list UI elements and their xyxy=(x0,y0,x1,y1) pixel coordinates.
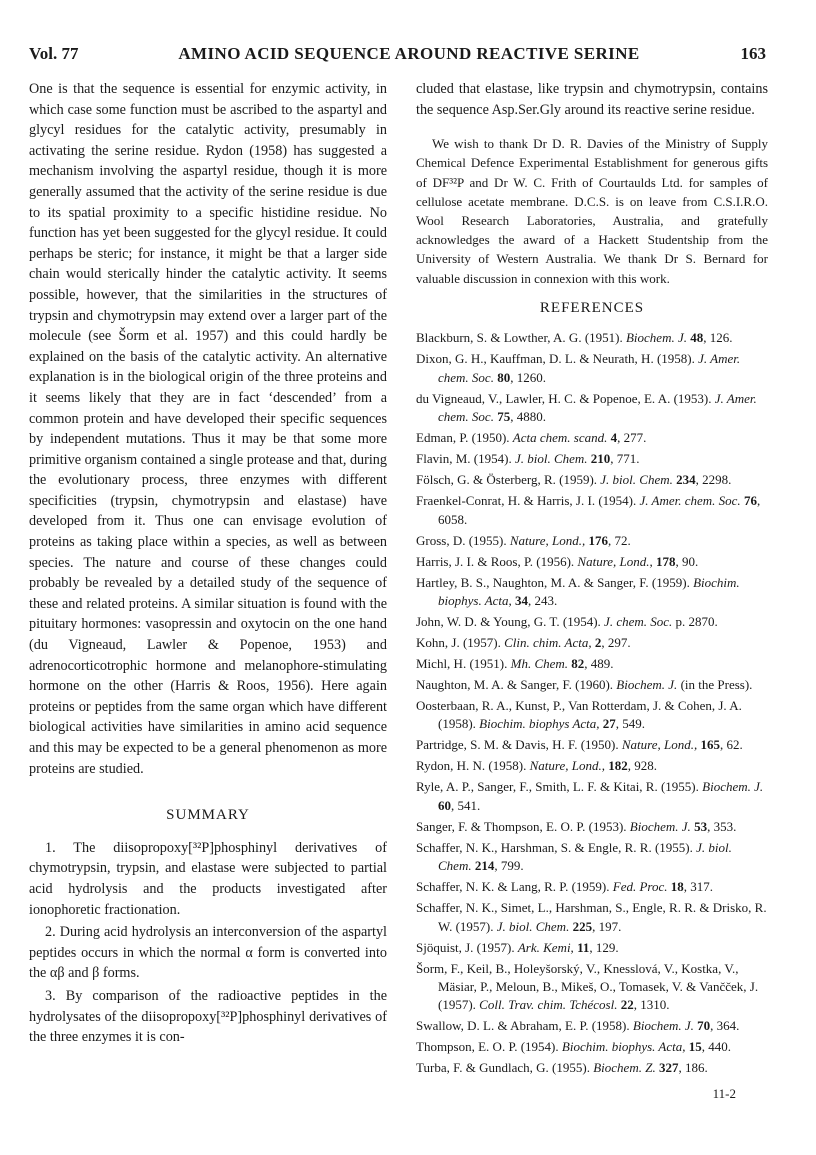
reference-authors: Gross, D. (1955). xyxy=(416,532,507,548)
reference-pages: 2298. xyxy=(702,472,732,488)
reference-journal: Biochem. J. xyxy=(632,1018,694,1034)
reference-pages: 186. xyxy=(684,1060,708,1076)
reference-entry: Schaffer, N. K. & Lang, R. P. (1959). Fed. Proc. 18, 317. xyxy=(416,879,713,895)
reference-pages: 928. xyxy=(634,758,657,774)
references-heading: REFERENCES xyxy=(539,299,645,316)
reference-pages: 489. xyxy=(590,656,614,672)
reference-authors: Schaffer, N. K. & Lang, R. P. (1959). xyxy=(416,879,610,895)
reference-journal: Biochem. J. xyxy=(625,330,687,346)
reference-journal: Biochem. Z. xyxy=(593,1060,656,1076)
reference-volume: 178 xyxy=(656,553,676,569)
reference-entry: Sjöquist, J. (1957). Ark. Kemi, 11, 129. xyxy=(416,939,619,955)
reference-volume: 210 xyxy=(590,451,611,467)
reference-entry: Partridge, S. M. & Davis, H. F. (1950). Nature, Lond., 165, 62. xyxy=(416,737,743,753)
reference-volume: 4 xyxy=(610,430,618,446)
reference-pages: 297. xyxy=(607,635,631,651)
summary-item: 1. The diisopropoxy[³²P]phosphinyl derivatives of chymotrypsin, trypsin, and elastase were subjected to partial acid hydrolysis and the products investigated after ionophoretic fractionation. xyxy=(29,839,387,918)
reference-authors: Edman, P. (1950). xyxy=(416,430,510,446)
reference-authors: Rydon, H. N. (1958). xyxy=(416,758,527,774)
reference-journal: Nature, Lond., xyxy=(509,532,586,548)
reference-volume: 15 xyxy=(688,1039,702,1055)
reference-journal: Nature, Lond., xyxy=(621,737,698,753)
reference-volume: 234 xyxy=(676,472,696,488)
signature-mark: 11-2 xyxy=(712,1086,736,1101)
reference-journal: Biochim. biophys. Acta, xyxy=(561,1039,686,1055)
summary-continuation: cluded that elastase, like trypsin and chymotrypsin, contains the sequence Asp.Ser.Gly around its reactive serine residue. xyxy=(416,81,768,118)
reference-entry: Swallow, D. L. & Abraham, E. P. (1958). Biochem. J. 70, 364. xyxy=(416,1018,740,1034)
reference-entry: Schaffer, N. K., Simet, L., Harshman, S., Engle, R. R. & Drisko, R. W. (1957). J. biol. Chem. 225, 197. xyxy=(416,900,767,934)
reference-authors: Sanger, F. & Thompson, E. O. P. (1953). xyxy=(416,818,627,834)
reference-pages: 353. xyxy=(713,818,737,834)
reference-entry: Hartley, B. S., Naughton, M. A. & Sanger, F. (1959). Biochim. biophys. Acta, 34, 243. xyxy=(416,574,740,609)
reference-pages: 90. xyxy=(682,553,699,569)
reference-authors: Michl, H. (1951). xyxy=(416,656,508,672)
reference-journal: J. Amer. chem. Soc. xyxy=(639,493,741,509)
reference-pages: p. 2870. xyxy=(675,614,718,630)
reference-volume: 214 xyxy=(474,858,495,874)
reference-volume: 18 xyxy=(670,879,684,895)
reference-pages: 549. xyxy=(622,716,646,732)
reference-authors: Turba, F. & Gundlach, G. (1955). xyxy=(416,1060,590,1076)
reference-journal: J. biol. Chem. xyxy=(514,451,588,467)
reference-entry: Blackburn, S. & Lowther, A. G. (1951). Biochem. J. 48, 126. xyxy=(416,330,733,346)
reference-entry: Michl, H. (1951). Mh. Chem. 82, 489. xyxy=(416,656,614,672)
reference-pages: 72. xyxy=(614,532,631,548)
reference-journal: Biochim. biophys Acta, xyxy=(479,716,600,732)
reference-volume: 34 xyxy=(515,593,529,609)
reference-entry: Fölsch, G. & Österberg, R. (1959). J. biol. Chem. 234, 2298. xyxy=(416,472,732,488)
reference-pages: 317. xyxy=(690,879,713,895)
left-column xyxy=(29,79,387,1050)
reference-journal: J. biol. Chem. xyxy=(600,472,673,488)
volume-label: Vol. 77 xyxy=(29,44,79,63)
reference-authors: Naughton, M. A. & Sanger, F. (1960). xyxy=(416,677,614,693)
reference-volume: 22 xyxy=(620,997,634,1013)
reference-authors: Oosterbaan, R. A., Kunst, P., Van Rotterdam, J. & Cohen, J. A. (1958). xyxy=(416,698,742,732)
reference-entry: Sanger, F. & Thompson, E. O. P. (1953). Biochem. J. 53, 353. xyxy=(416,818,737,834)
reference-pages: 771. xyxy=(616,451,640,467)
reference-authors: du Vigneaud, V., Lawler, H. C. & Popenoe, E. A. (1953). xyxy=(416,390,712,406)
reference-entry: Ryle, A. P., Sanger, F., Smith, L. F. & Kitai, R. (1955). Biochem. J. 60, 541. xyxy=(416,779,764,813)
page-number: 163 xyxy=(740,44,766,63)
reference-volume: 53 xyxy=(694,818,708,834)
reference-list xyxy=(416,329,768,1077)
reference-journal: Biochem. J. xyxy=(702,779,764,795)
reference-entry: Turba, F. & Gundlach, G. (1955). Biochem. Z. 327, 186. xyxy=(416,1060,708,1076)
reference-volume: 2 xyxy=(594,635,602,651)
acknowledgement-paragraph: We wish to thank Dr D. R. Davies of the Ministry of Supply Chemical Defence Experimental Establishment for generous gifts of DF³²P and Dr W. C. Frith of Courtaulds Ltd. for samples of cellulose acetate membrane. D.C.S. is on leave from C.S.I.R.O. Wool Research Laboratories, Australia, and gratefully acknowledges the award of a Hackett Studentship from the University of Western Australia. We thank Dr S. Bernard for valuable discussion in connexion with this work. xyxy=(416,136,768,286)
reference-volume: 76 xyxy=(743,493,757,509)
reference-entry: Gross, D. (1955). Nature, Lond., 176, 72. xyxy=(416,532,631,548)
reference-volume: 48 xyxy=(690,330,704,346)
reference-authors: Sjöquist, J. (1957). xyxy=(416,939,515,955)
reference-volume: 327 xyxy=(658,1060,679,1076)
reference-entry: Fraenkel-Conrat, H. & Harris, J. I. (1954). J. Amer. chem. Soc. 76, 6058. xyxy=(416,493,761,527)
reference-journal: Biochem. J. xyxy=(629,818,691,834)
reference-authors: Šorm, F., Keil, B., Holeyšorský, V., Knesslová, V., Kostka, V., Mäsiar, P., Meloun, B., Mikeš, O., Tomasek, V. & Vančček, J. (1957). xyxy=(416,960,759,1013)
reference-authors: Blackburn, S. & Lowther, A. G. (1951). xyxy=(416,330,623,346)
reference-authors: Fölsch, G. & Österberg, R. (1959). xyxy=(416,472,598,488)
reference-volume: 11 xyxy=(577,939,590,955)
reference-pages: 126. xyxy=(709,330,733,346)
reference-pages: 1260. xyxy=(516,369,546,385)
running-title: AMINO ACID SEQUENCE AROUND REACTIVE SERINE xyxy=(178,44,640,63)
reference-volume: 176 xyxy=(588,532,608,548)
reference-volume: 70 xyxy=(697,1018,711,1034)
reference-journal: J. Amer. chem. Soc. xyxy=(438,390,757,425)
reference-journal: Fed. Proc. xyxy=(612,879,668,895)
reference-journal: Ark. Kemi, xyxy=(517,939,574,955)
reference-volume: 27 xyxy=(602,716,616,732)
reference-entry: Rydon, H. N. (1958). Nature, Lond., 182, 928. xyxy=(416,758,657,774)
reference-entry xyxy=(416,676,768,694)
reference-volume: 80 xyxy=(497,369,511,385)
reference-journal: Biochem. J. xyxy=(616,677,678,693)
reference-entry: Dixon, G. H., Kauffman, D. L. & Neurath, H. (1958). J. Amer. chem. Soc. 80, 1260. xyxy=(416,351,741,385)
reference-authors: Schaffer, N. K., Harshman, S. & Engle, R. R. (1955). xyxy=(416,839,693,855)
reference-authors: Ryle, A. P., Sanger, F., Smith, L. F. & Kitai, R. (1955). xyxy=(416,779,699,795)
reference-entry: du Vigneaud, V., Lawler, H. C. & Popenoe, E. A. (1953). J. Amer. chem. Soc. 75, 4880. xyxy=(416,390,757,425)
reference-journal: J. biol. Chem. xyxy=(496,918,570,934)
reference-pages: 799. xyxy=(500,858,524,874)
reference-pages: 541. xyxy=(457,797,481,813)
reference-journal: Nature, Lond., xyxy=(529,758,605,774)
reference-pages: 440. xyxy=(708,1039,731,1055)
reference-authors: Dixon, G. H., Kauffman, D. L. & Neurath, H. (1958). xyxy=(416,351,695,367)
reference-pages: 1310. xyxy=(640,997,670,1013)
reference-journal: Mh. Chem. xyxy=(510,656,569,672)
reference-authors: Partridge, S. M. & Davis, H. F. (1950). xyxy=(416,737,619,753)
reference-volume: 225 xyxy=(572,918,593,934)
reference-entry: Edman, P. (1950). Acta chem. scand. 4, 277. xyxy=(416,430,647,446)
reference-journal: Biochim. biophys. Acta, xyxy=(438,574,740,609)
reference-pages: 62. xyxy=(726,737,743,753)
discussion-paragraph: One is that the sequence is essential for enzymic activity, in which case some function must be ascribed to the aspartyl and glycyl residues for the catalytic activity, presumably in activating the serine residue. Rydon (1958) has suggested a mechanism involving the aspartyl residue, though it is more generally assumed that the activity of the serine residue is due to its spatial proximity to a specific histidine residue. No function has yet been suggested for the glycyl residue. It could perhaps be steric; for instance, it might be that a larger side chain would sterically hinder the catalytic activity. It seems possible, however, that the similarities in the structures of trypsin and chymotrypsin may extend over a larger part of the molecule (see Šorm et al. 1957) and this could hardly be explained on the basis of the catalytic activity. An alternative explanation is in the biological origin of the three proteins and it seems likely that they are in fact ‘descended’ from a common protein and have developed their specific sequences by independent mutations. Thus it may be that some more primitive organism contained a single protease and that, during the evolutionary process, three enzymes with different specificities (trypsin, chymotrypsin and elastase) have developed from it. Thus one can envisage evolution of proteins as taking place within a species, as well as between species. The nature and course of these changes could probably be revealed by a detailed study of the sequence of these and related proteins. A similar situation is found with the pituitary hormones: vasopressin and oxytocin on the one hand (du Vigneaud, Lawler & Popenoe, 1953) and adrenocorticotrophic hormone and melanophore-stimulating hormone on the other (Harris & Roos, 1956). Here again proteins or peptides from the same organ which have different biological activities have similarities in amino acid sequence and this may be expected to be a general phenomenon as more proteins are studied. xyxy=(29,81,387,777)
reference-authors: Flavin, M. (1954). xyxy=(416,451,512,467)
reference-volume: 75 xyxy=(497,409,511,425)
reference-authors: Hartley, B. S., Naughton, M. A. & Sanger, F. (1959). xyxy=(416,574,690,590)
reference-journal: J. chem. Soc. xyxy=(604,614,673,630)
reference-journal: Coll. Trav. chim. Tchécosl. xyxy=(479,997,618,1013)
reference-journal: Clin. chim. Acta, xyxy=(504,635,592,651)
reference-entry: Oosterbaan, R. A., Kunst, P., Van Rotterdam, J. & Cohen, J. A. (1958). Biochim. biophys Acta, 27, 549. xyxy=(416,698,742,732)
reference-authors: Thompson, E. O. P. (1954). xyxy=(416,1039,559,1055)
reference-pages: (in the Press). xyxy=(680,677,753,693)
reference-authors: Fraenkel-Conrat, H. & Harris, J. I. (1954). xyxy=(416,493,637,509)
reference-authors: Harris, J. I. & Roos, P. (1956). xyxy=(416,553,575,569)
reference-authors: Kohn, J. (1957). xyxy=(416,635,501,651)
reference-pages: 277. xyxy=(623,430,647,446)
reference-pages: 364. xyxy=(716,1018,740,1034)
summary-heading: SUMMARY xyxy=(166,807,250,824)
reference-entry: Schaffer, N. K., Harshman, S. & Engle, R. R. (1955). J. biol. Chem. 214, 799. xyxy=(416,839,732,874)
reference-authors: Schaffer, N. K., Simet, L., Harshman, S., Engle, R. R. & Drisko, R. W. (1957). xyxy=(416,900,767,934)
reference-authors: John, W. D. & Young, G. T. (1954). xyxy=(416,614,601,630)
reference-journal: Acta chem. scand. xyxy=(512,430,608,446)
summary-item: 2. During acid hydrolysis an interconversion of the aspartyl peptides occurs in which the normal α form is converted into the αβ and β forms. xyxy=(29,924,387,982)
running-header xyxy=(0,44,816,74)
reference-entry: Flavin, M. (1954). J. biol. Chem. 210, 771. xyxy=(416,451,640,467)
right-column xyxy=(416,79,768,1080)
reference-entry: Harris, J. I. & Roos, P. (1956). Nature, Lond., 178, 90. xyxy=(416,553,699,569)
reference-pages: 4880. xyxy=(516,409,546,425)
reference-authors: Swallow, D. L. & Abraham, E. P. (1958). xyxy=(416,1018,630,1034)
reference-journal: J. Amer. chem. Soc. xyxy=(438,351,741,385)
reference-volume: 60 xyxy=(438,797,451,813)
reference-volume: 82 xyxy=(571,656,585,672)
reference-volume: 182 xyxy=(608,758,628,774)
reference-volume: 165 xyxy=(700,737,720,753)
reference-entry: Thompson, E. O. P. (1954). Biochim. biophys. Acta, 15, 440. xyxy=(416,1039,731,1055)
reference-pages: 129. xyxy=(595,939,619,955)
reference-pages: 243. xyxy=(534,593,558,609)
reference-pages: 197. xyxy=(598,918,622,934)
reference-entry: Šorm, F., Keil, B., Holeyšorský, V., Knesslová, V., Kostka, V., Mäsiar, P., Meloun, B., Mikeš, O., Tomasek, V. & Vančček, J. (1957). Coll. Trav. chim. Tchécosl. 22, 1310. xyxy=(416,960,759,1013)
summary-item: 3. By comparison of the radioactive peptides in the hydrolysates of the diisopropoxy[³²P]phosphinyl derivatives of the three enzymes it is con- xyxy=(29,987,387,1046)
reference-journal: J. biol. Chem. xyxy=(438,839,732,874)
reference-pages: 6058. xyxy=(438,511,468,527)
reference-entry xyxy=(416,613,768,631)
reference-entry: Kohn, J. (1957). Clin. chim. Acta, 2, 297. xyxy=(416,635,631,651)
reference-journal: Nature, Lond., xyxy=(577,553,653,569)
